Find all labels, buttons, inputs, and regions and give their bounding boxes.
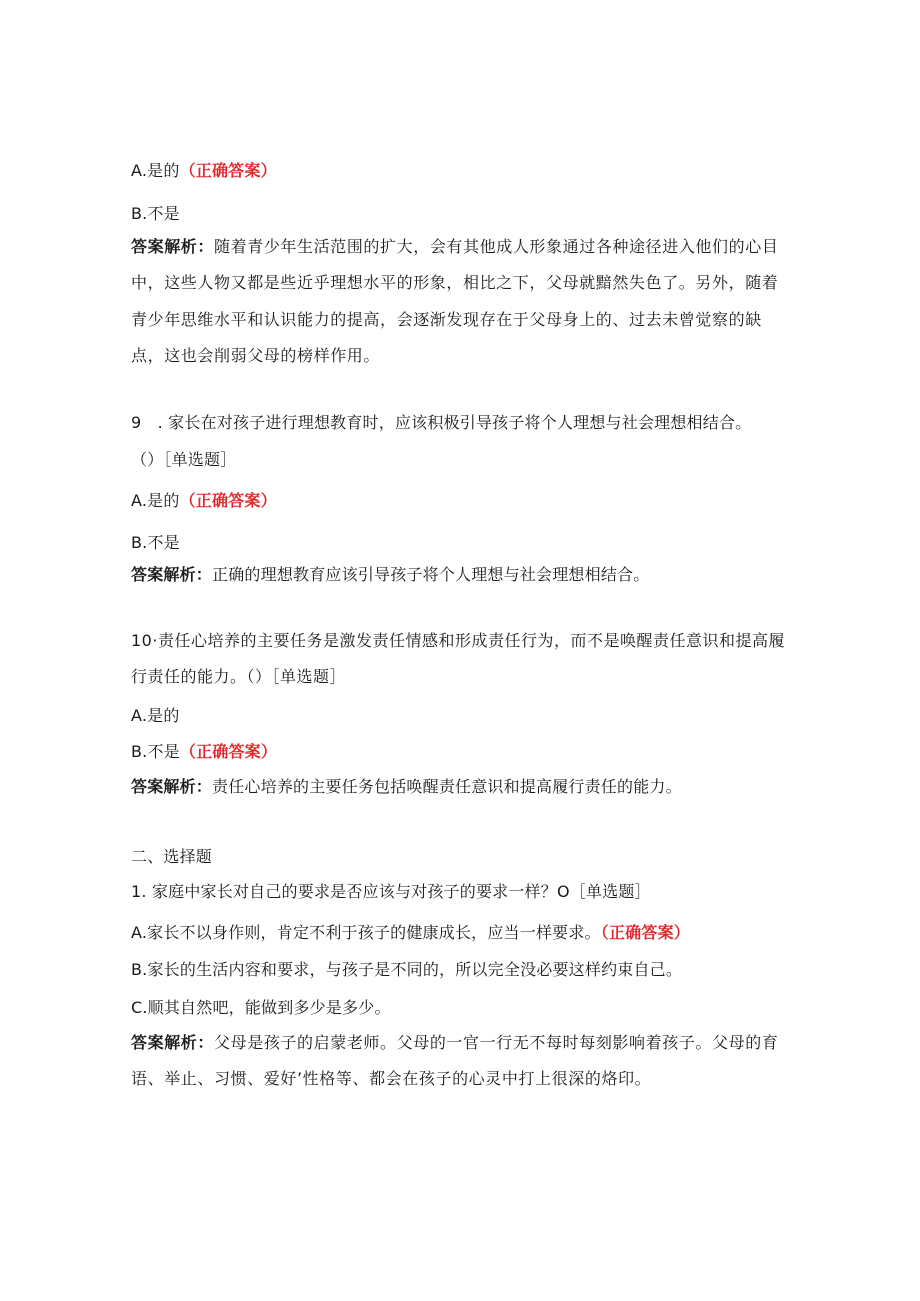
s2-q1-option-a-text: A.家长不以身作则，肯定不利于孩子的健康成长，应当一样要求。 xyxy=(131,923,601,942)
q8-explanation xyxy=(131,229,791,374)
q8-explanation-label: 答案解析： xyxy=(131,237,215,256)
q10-option-a: A.是的 xyxy=(131,706,180,725)
q9-correct-mark: （正确答案） xyxy=(179,491,277,510)
q10-explanation xyxy=(131,777,791,797)
section2-heading: 二、选择题 xyxy=(131,847,213,866)
q10-question: 10·责任心培养的主要任务是激发责任情感和形成责任行为，而不是唤醒责任意识和提高履行责任的能力。（）［单选题］ xyxy=(131,631,785,686)
s2-q1-option-c: C.顺其自然吧，能做到多少是多少。 xyxy=(131,998,391,1017)
q10-option-b-text: B.不是 xyxy=(131,742,180,761)
s2-q1-explanation-label: 答案解析： xyxy=(131,1033,215,1052)
q9-option-a-text: A.是的 xyxy=(131,491,180,510)
q10-option-b xyxy=(131,742,791,762)
s2-q1-correct-mark: （正确答案） xyxy=(600,923,690,942)
s2-q1-explanation xyxy=(131,1025,791,1098)
q8-option-a-text: A.是的 xyxy=(131,161,180,180)
q8-correct-mark: （正确答案） xyxy=(179,161,277,180)
q10-explanation-text: 责任心培养的主要任务包括唤醒责任意识和提高履行责任的能力。 xyxy=(212,777,682,796)
s2-q1-explanation-text: 父母是孩子的启蒙老师。父母的一官一行无不每时每刻影响着孩子。父母的育语、举止、习惯、爱好’性格等、都会在孩子的心灵中打上很深的烙印。 xyxy=(131,1033,779,1089)
q9-option-a xyxy=(131,491,791,511)
q10-correct-mark: （正确答案） xyxy=(179,742,278,761)
q9-option-b: B.不是 xyxy=(131,533,180,552)
q9-explanation-label: 答案解析： xyxy=(131,565,213,584)
q8-option-b: B.不是 xyxy=(131,204,180,223)
q10-explanation-label: 答案解析： xyxy=(131,777,213,796)
s2-q1-option-b: B.家长的生活内容和要求，与孩子是不同的，所以完全没必要这样约束自己。 xyxy=(131,960,683,979)
q8-explanation-text: 随着青少年生活范围的扩大，会有其他成人形象通过各种途径进入他们的心目中，这些人物又都是些近乎理想水平的形象，相比之下，父母就黯然失色了。另外，随着青少年思维水平和认识能力的提高，会逐渐发现存在于父母身上的、过去未曾觉察的缺点，这也会削弱父母的榜样作用。 xyxy=(131,237,779,365)
q9-explanation-text: 正确的理想教育应该引导孩子将个人理想与社会理想相结合。 xyxy=(212,565,650,584)
q9-explanation xyxy=(131,565,791,585)
q8-option-a xyxy=(131,161,791,181)
s2-q1-option-a xyxy=(131,923,791,943)
q9-question-line2: （）［单选题］ xyxy=(131,450,237,469)
s2-q1-question: 1. 家庭中家长对自己的要求是否应该与对孩子的要求一样？O［单选题］ xyxy=(131,882,651,901)
q9-question-line1: 9 . 家长在对孩子进行理想教育时，应该积极引导孩子将个人理想与社会理想相结合。 xyxy=(131,413,752,432)
